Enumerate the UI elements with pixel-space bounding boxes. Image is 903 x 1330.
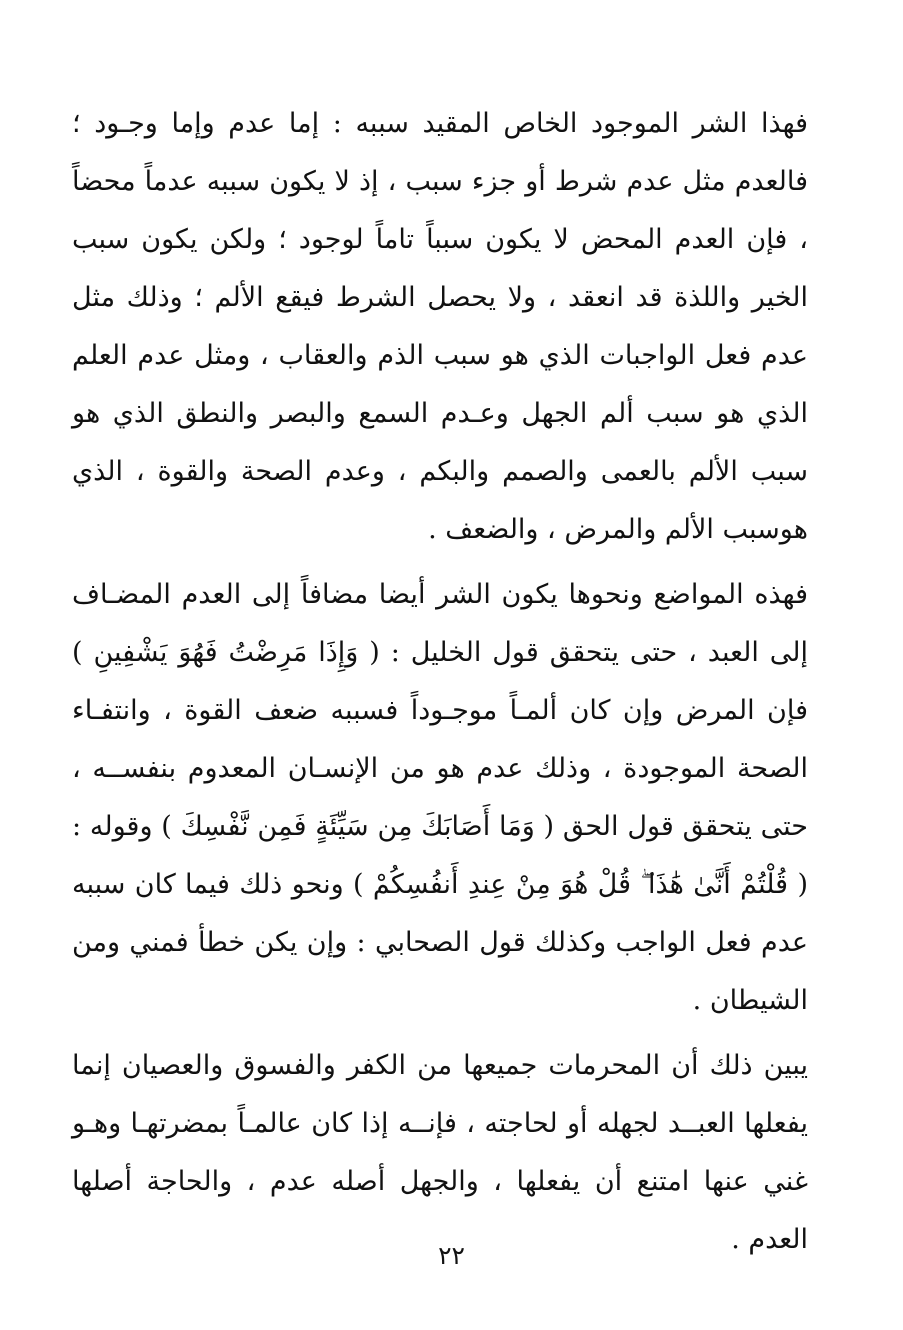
- paragraph-1: فهذا الشر الموجود الخاص المقيد سببه : إما عدم وإما وجـود ؛ فالعدم مثل عدم شرط أو جزء سبب ، إذ لا يكون سببه عدماً محضاً ، فإن العدم المحض لا يكون سبباً تاماً لوجود ؛ ولكن يكون سبب الخير واللذة قد انعقد ، ولا يحصل الشرط فيقع الألم ؛ وذلك مثل عدم فعل الواجبات الذي هو سبب الذم والعقاب ، ومثل عدم العلم الذي هو سبب ألم الجهل وعـدم السمع والبصر والنطق الذي هو سبب الألم بالعمى والصمم والبكم ، وعدم الصحة والقوة ، الذي هوسبب الألم والمرض ، والضعف .: [72, 108, 808, 545]
- paragraph-2: فهذه المواضع ونحوها يكون الشر أيضا مضافاً إلى العدم المضـاف إلى العبد ، حتى يتحقق قول الخليل : ( وَإِذَا مَرِضْتُ فَهُوَ يَشْفِينِ ) فإن المرض وإن كان ألمـاً موجـوداً فسببه ضعف القوة ، وانتفـاء الصحة الموجودة ، وذلك عدم هو من الإنسـان المعدوم بنفســه ، حتى يتحقق قول الحق ( وَمَا أَصَابَكَ مِن سَيِّئَةٍ فَمِن نَّفْسِكَ ) وقوله : ( قُلْتُمْ أَنَّىٰ هَٰذَا ۖ قُلْ هُوَ مِنْ عِندِ أَنفُسِكُمْ ) ونحو ذلك فيما كان سببه عدم فعل الواجب وكذلك قول الصحابي : وإن يكن خطأ فمني ومن الشيطان .: [72, 579, 808, 1016]
- paragraph-3: يبين ذلك أن المحرمات جميعها من الكفر والفسوق والعصيان إنما يفعلها العبــد لجهله أو لحاجته ، فإنــه إذا كان عالمـاً بمضرتهـا وهـو غني عنها امتنع أن يفعلها ، والجهل أصله عدم ، والحاجة أصلها العدم .: [72, 1050, 808, 1255]
- page-number: ٢٢: [438, 1241, 465, 1270]
